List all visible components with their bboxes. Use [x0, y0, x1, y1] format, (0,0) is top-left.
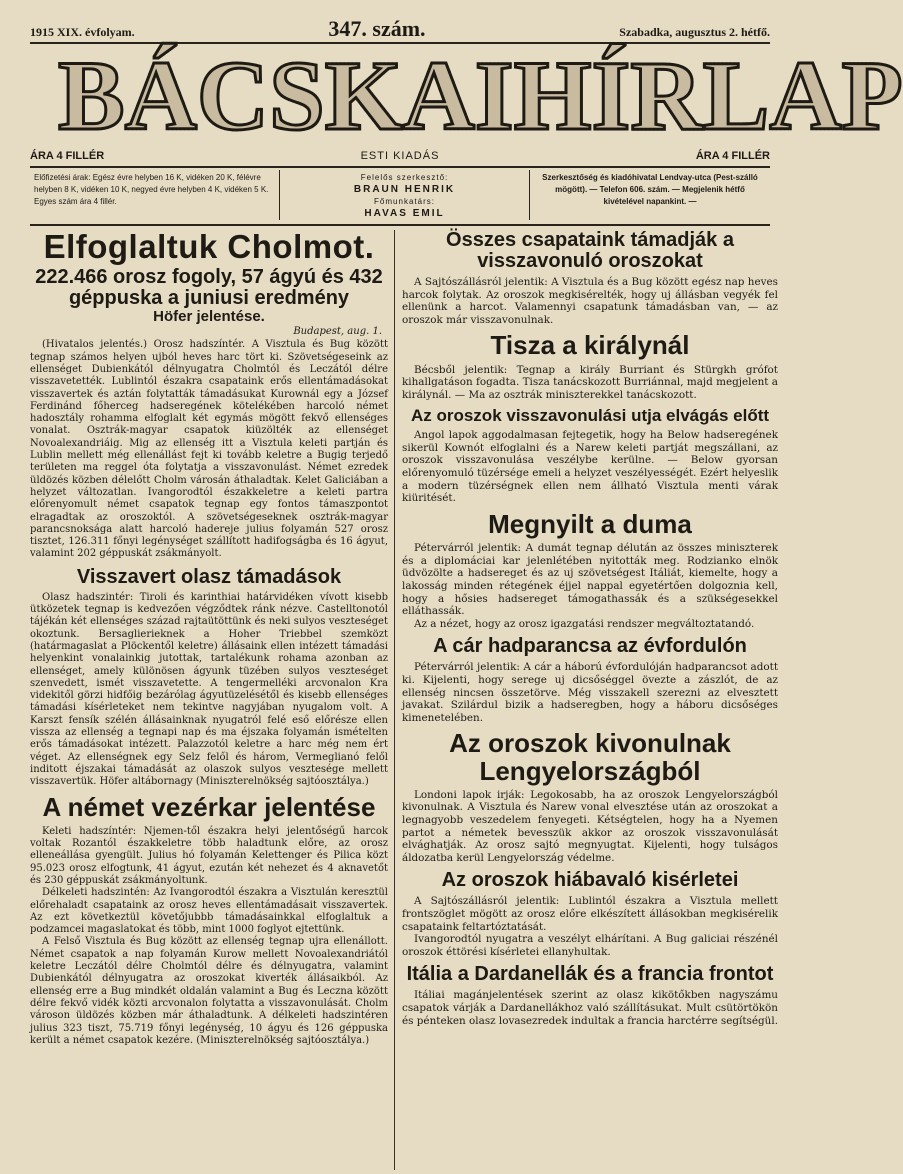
right-column [402, 230, 778, 1170]
subheadline-prisoners: 222.466 orosz fogoly, 57 ágyú és 432 géppuska a juniusi eredmény [35, 265, 383, 309]
headline-tsar-order: A cár hadparancsa az évfordulón [433, 635, 747, 658]
info-rule [30, 224, 770, 226]
article-body: Pétervárról jelentik: A dumát tegnap délután az összes miniszterek és a diplomáciai kar jelenlétében nyitották meg. Rodzianko elnök üdvözölte a hadsereget és az uj szövetségest Itáliát, kiemelte, hogy a lakosság minden rétegének éjjel nappal egyetértően dolgoznia kell, hogy a hősies hadsereget támogathassák és a szükségesekkel elláthassák. [402, 542, 778, 618]
article-body: Itáliai magánjelentések szerint az olasz kikötőkben nagyszámu csapatok várják a Dardanellákhoz való szállításukat. Mult csütörtökön és pénteken olasz lovasezredek indultak a francia harctérre segítségül. [402, 989, 778, 1027]
headline-italian: Visszavert olasz támadások [76, 565, 342, 588]
editors-info [280, 170, 530, 220]
subscription-info: Előfizetési árak: Egész évre helyben 16 K, vidéken 20 K, félévre helyben 8 K, vidéken 10 K, negyed évre helyben 4 K, vidéken 5 K. Egyes szám ára 4 fillér. [30, 170, 280, 220]
subhead-rule [30, 166, 770, 168]
headline-poland: Az oroszok kivonulnak Lengyelországból [449, 728, 731, 786]
article-body: A Sajtószállásról jelentik: A Visztula és a Bug között egész nap heves harcok folytak. Az oroszok megkisérelték, hogy uj állásban vegyék fel ellenünk a harcot. Valamennyi csapatunk támadásban van, — az oroszok már visszavonulnak. [402, 276, 778, 326]
price-left: ÁRA 4 FILLÉR [30, 150, 105, 162]
masthead-letter: I [474, 40, 514, 151]
subheadline-hofer: Höfer jelentése. [153, 307, 265, 325]
article-body: Délkeleti hadszintén: Az Ivangorodtól északra a Visztulán keresztül előrehaladt csapataink az orosz heves ellentámadásait visszavertek. Az ezt következtül követőjubbb támadásainkkal elfoglaltuk a podzamcei magaslatokat és több, mint 1000 foglyot ejtettünk. [30, 887, 388, 936]
headline-retreat-route: Az oroszok visszavonulási utja elvágás előtt [410, 406, 770, 426]
editor-label: Felelős szerkesztő: [360, 173, 449, 182]
article-body: A Felső Visztula és Bug között az ellenség tegnap ujra ellenállott. Német csapatok a nap folyamán Kurow mellett Novoalexandriától keletre Leczától délre Cholmtól délre és délnyugatra, valamint Dubienkától délnyugatra az oroszokat kiverték állásaikból. Az ellenség erre a Bug mindkét oldalán valamint a Bug és Leczna között délre fekvő vidék közti arcvonalon folytatta a visszavonulását. Cholm városon üldözés közben már áthaladtunk. A délkeleti hadszintéren julius 323 tiszt, 75.719 főnyi legénység, 10 ágyu és 126 géppuska került a német csapatok kezére. (Miniszterelnökség sajtóosztálya.) [30, 936, 388, 1046]
masthead-letter: S [269, 40, 325, 151]
edition: ESTI KIADÁS [360, 150, 440, 162]
headline-cholm: Elfoglaltuk Cholmot. [43, 228, 375, 265]
headline-italy-dardanelles: Itália a Dardanellák és a francia frontot [406, 963, 774, 986]
article-body: A Sajtószállásról jelentik: Lublintól északra a Visztula mellett frontszöglet mögött az orosz előre elkészített állásokban megkisérelik csapataink feltartóztatását. [402, 895, 778, 933]
masthead-letter: Á [124, 40, 197, 151]
price-right: ÁRA 4 FILLÉR [695, 150, 770, 162]
left-column [30, 230, 388, 1170]
article-body: Londoni lapok irják: Legokosabb, ha az oroszok Lengyelországból kivonulnak. A Visztula és Narew vonal elvesztése után az oroszokat a legnagyobb veszedelem fenyegeti. Kétségtelen, hogy ha a Nyemen partot a németek bevesszük akkor az oroszok visszavonulását elvághatják. Az orosz sajtó megnyugtat. Kijelenti, hogy tulságos áldozatba kerül Lengyelország védelme. [402, 788, 778, 864]
masthead-letter: B [58, 40, 125, 151]
issue-number: 347. szám. [328, 16, 426, 41]
article-body: Ivangorodtól nyugatra a veszélyt elhárítani. A Bug galiciai részénél oroszok éttörési kísérletei ellanyhultak. [402, 933, 778, 958]
headline-duma: Megnyilt a duma [488, 508, 692, 539]
article-body: Olasz hadszintér: Tiroli és karinthiai határvidéken vívott kisebb ütközetek tegnap is kedvezően végződtek ránk nézve. Castelltonotól tájékán két ellenséges század rajtaütöttünk és neki sulyos veszteséget okoztunk. Bersaglierieknek a Hoher Triebbel szemközt (határmagaslat a Plöckentől keletre) állásaink ellen intézett támadási helyenkint vonalainkig jutottak, tartalékunk rohama azonban az ellenséget, amely különösen ágyunk tüzében sulyos veszteséget szenvedett, ismét visszavetette. A tengermelléki arcvonalon Kra videkitől görzi hidfőig bezárólag ágyutüzelésétől és kisebb ellenséges támadási kísérleteket nem tekintve nagyjában nyugalom volt. A Karszt fensík szélén állásainknak nyugatról felé eső előrésze ellen vissza az ellenség a tegnapi nap és ma éjszaka folyamán ismételten erős támadásokat intézett. Palazzotól keletre a harc még nem ért véget. Az ellenségnek egy Selz felől és három, Vermeglianó felől inditott éjszakai támadását az olaszok sulyos vesztesége mellett visszavertük. Höfer altábornagy (Miniszterelnökség sajtóosztálya.) [30, 591, 388, 788]
headline-futile-attempts: Az oroszok hiábavaló kisérletei [441, 869, 739, 892]
headline-all-troops: Összes csapataink támadják a visszavonuló oroszokat [446, 229, 734, 272]
article-body: Angol lapok aggodalmasan fejtegetik, hogy ha Below hadseregének sikerül Kownót elfoglalni és a Narew keleti partját megszállani, az oroszok visszavonulása veszélybe kerülne. — Below gyorsan előrenyomuló tüzérsége emeli a helyzet veszélyességét. Ezért helyeslik a modern tüzérségnek ellen nem állható Visztula menti várak kiüritését. [402, 429, 778, 505]
masthead-letter: K [324, 40, 403, 151]
masthead [58, 40, 903, 151]
office-info: Szerkesztőség és kiadóhivatal Lendvay-utca (Pest-szálló mögött). — Telefon 606. szám. — Megjelenik hétfő kivételével napankint. — [542, 173, 758, 206]
year-volume: 1915 XIX. évfolyam. [30, 25, 135, 39]
masthead-letter: R [630, 40, 703, 151]
top-line [30, 16, 770, 40]
coeditor-label: Főmunkatárs: [374, 197, 435, 206]
article-body: Bécsből jelentik: Tegnap a király Burriant és Stürgkh grófot kihallgatáson fogadta. Tisza tanácskozott Burriánnal, majd megjelent a királynál. — Ma az osztrák miniszterekkel tanácskozott. [402, 363, 778, 401]
column-separator [394, 230, 395, 1170]
place-date: Szabadka, augusztus 2. hétfő. [619, 25, 770, 39]
headline-german-staff: A német vezérkar jelentése [42, 792, 376, 823]
coeditor-name: HAVAS EMIL [364, 208, 445, 219]
masthead-letter: A [769, 40, 842, 151]
article-body: Az a nézet, hogy az orosz igazgatási rendszer megváltoztatandó. [414, 617, 755, 630]
subhead [30, 150, 770, 166]
masthead-letter: C [196, 40, 270, 151]
masthead-letter: A [402, 40, 475, 151]
masthead-letter: L [702, 40, 770, 151]
masthead-letter: Í [591, 40, 631, 151]
masthead-letter: H [513, 40, 592, 151]
article-body: Keleti hadszíntér: Njemen-től északra helyi jelentőségű harcok voltak Rozantól északkeletre több haladtunk előre, az orosz elleneállása gyengült. Julius hó folyamán Kelettenger és Pilica közt 95.023 orosz elfogtunk, 41 ágyut, ezután két nehezet és 4 aknavetőt és 230 géppuskát zsákmányoltunk. [30, 825, 388, 886]
info-row [30, 170, 770, 220]
article-body: Pétervárról jelentik: A cár a háború évfordulóján hadparancsot adott ki. Kijelenti, hogy serege uj dicsőséggel övezte a zászlót, de az ellenség nincsen összetörve. Még visszakell szerezni az elvesztett javakat. Szilárdul bizik a hadseregben, hogy a háboru dicsőséges kimenetelében. [402, 661, 778, 724]
editor-name: BRAUN HENRIK [353, 184, 456, 195]
headline-tisza: Tisza a királynál [490, 330, 690, 361]
dateline: Budapest, aug. 1. [293, 326, 382, 338]
article-body: (Hivatalos jelentés.) Orosz hadszíntér. A Visztula és Bug között tegnap számos helyen ujból heves harc tört ki. Szövetségeseink az ellenséget Dubienkától délnyugatra Cholmtól és Leczától délre visszavetették. Lublintól északra csapataink erős ellentámadásokat visszavertek és aztán folytatták támadásukat Kurownál egy a József Ferdinánd főherceg hadseregének kötelékében harcoló német hadosztály rohamma elfoglalt két egymás mögött fekvő ellenséges vonalat. Osztrák-magyar csapatok kiüzölték az ellenséget Novoalexandriáig. Mig az ellenség itt a Visztula keleti partján és Lublin mellett még ellenállást fejt ki tovább keletre a Bugig terjedő területen ma reggel óta folytatja a visszavonulást. Német ezredek üldözés közben délelőtt Cholm városán áthaladtak. Kelet Galiciában a helyzet változatlan. Ivangorodtól északkeletre a keleti partra előrenyomult német csapatok tegnap egy fontos támaszpontot elragadtak az oroszoktól. A szövetségeseknek osztrák-magyar parancsnoksága alatt harcoló hadereje julius folyamán 527 orosz tisztet, 126.311 főnyi legénységet szállított hadifogságba és 16 ágyut, valamint 202 géppuskát zsákmányolt. [30, 339, 388, 560]
masthead-letter: P [841, 40, 903, 151]
